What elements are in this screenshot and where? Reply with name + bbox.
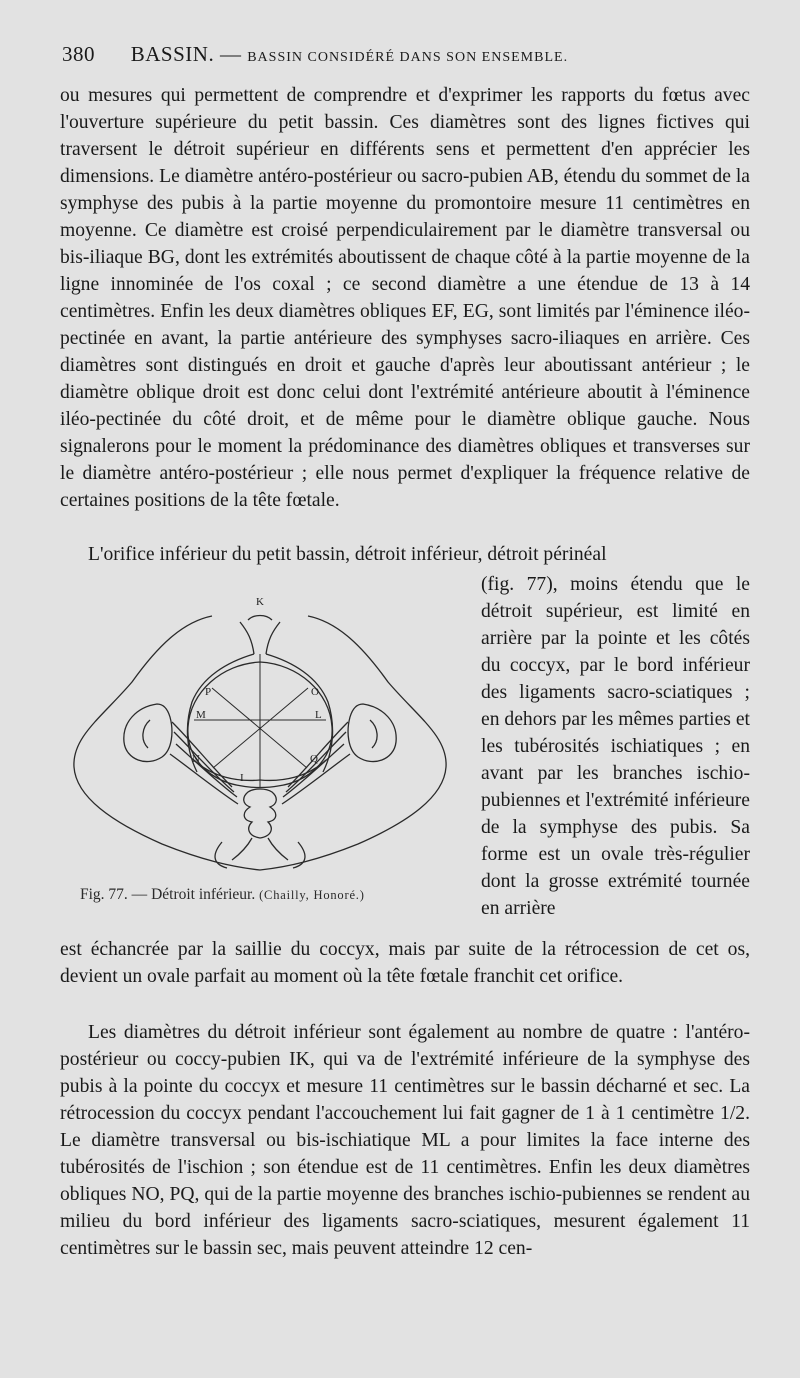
label-k: K (256, 596, 264, 608)
running-header (62, 42, 752, 67)
label-q: Q (310, 753, 318, 765)
header-title: BASSIN. (130, 42, 215, 66)
figure-caption (80, 886, 460, 904)
paragraph-2-wrapped-text: (fig. 77), moins étendu que le détroit supérieur, est limité en arrière par la pointe et les côtés du coccyx, par le bord inférieur des ligaments sacro-sciatiques ; en dehors par les mêmes parties et les tubérosités ischiatiques ; en avant par les branches ischio-pubiennes et l'extrémité inférieure de la symphyse des pubis. Sa forme est un ovale très-régulier dont la grosse extrémité tournée en arrière (481, 574, 750, 919)
caption-credit: (Chailly, Honoré.) (259, 888, 365, 902)
paragraph-2-first-line: L'orifice inférieur du petit bassin, détroit inférieur, détroit périnéal (88, 544, 607, 565)
pelvis-figure (62, 592, 477, 892)
label-i: I (240, 772, 244, 784)
caption-prefix: Fig. 77. — (80, 886, 148, 903)
header-subtitle: BASSIN CONSIDÉRÉ DANS SON ENSEMBLE. (247, 50, 569, 65)
label-l: L (315, 709, 322, 721)
paragraph-3: Les diamètres du détroit inférieur sont également au nombre de quatre : l'antéro-postérieur ou coccy-pubien IK, qui va de l'extrémité inférieure de la symphyse des pubis à la pointe du coccyx et mesure 11 centimètres sur le bassin décharné et sec. La rétrocession du coccyx pendant l'accouchement lui fait gagner de 1 à 1 centimètre 1/2. Le diamètre transversal ou bis-ischiatique ML a pour limites la face interne des tubérosités de l'ischion ; son étendue est de 11 centimètres. Enfin les deux diamètres obliques NO, PQ, qui de la partie moyenne des branches ischio-pubiennes se rendent au milieu du bord inférieur des ligaments sacro-sciatiques, mesurent également 11 centimètres sur le bassin sec, mais peuvent atteindre 12 cen- (60, 1022, 750, 1259)
page-number: 380 (62, 42, 95, 66)
label-o: O (311, 686, 319, 698)
figure-labels (192, 596, 322, 784)
paragraph-2-tail: est échancrée par la saillie du coccyx, mais par suite de la rétrocession de cet os, devient un ovale parfait au moment où la tête fœtale franchit cet orifice. (60, 939, 750, 987)
paragraph-1: ou mesures qui permettent de comprendre et d'exprimer les rapports du fœtus avec l'ouverture supérieure du petit bassin. Ces diamètres sont des lignes fictives qui traversent le détroit supérieur en différents sens et permettent d'en apprécier les dimensions. Le diamètre antéro-postérieur ou sacro-pubien AB, étendu du sommet de la symphyse des pubis à la partie moyenne du promontoire mesure 11 centimètres en moyenne. Ce diamètre est croisé perpendiculairement par le diamètre transversal ou bis-iliaque BG, dont les extrémités aboutissent de chaque côté à la partie moyenne de la ligne innominée de l'os coxal ; ce second diamètre a une étendue de 13 à 14 centimètres. Enfin les deux diamètres obliques EF, EG, sont limités par l'éminence iléo-pectinée en avant, la partie antérieure des symphyses sacro-iliaques en arrière. Ces diamètres sont distingués en droit et gauche d'après leur aboutissant antérieur ; le diamètre oblique droit est donc celui dont l'extrémité antérieure aboutit à l'éminence iléo-pectinée du côté droit, et de même pour le diamètre oblique gauche. Nous signalerons pour le moment la prédominance des diamètres obliques et transverses sur le diamètre antéro-postérieur ; elle nous permet d'expliquer la fréquence relative de certaines positions de la tête fœtale. (60, 85, 750, 511)
label-m: M (196, 709, 206, 721)
label-n: N (192, 753, 200, 765)
caption-text: Détroit inférieur. (151, 886, 256, 903)
label-p: P (205, 686, 212, 698)
header-dash: — (219, 42, 242, 66)
pelvic-outlet-illustration (62, 592, 477, 892)
